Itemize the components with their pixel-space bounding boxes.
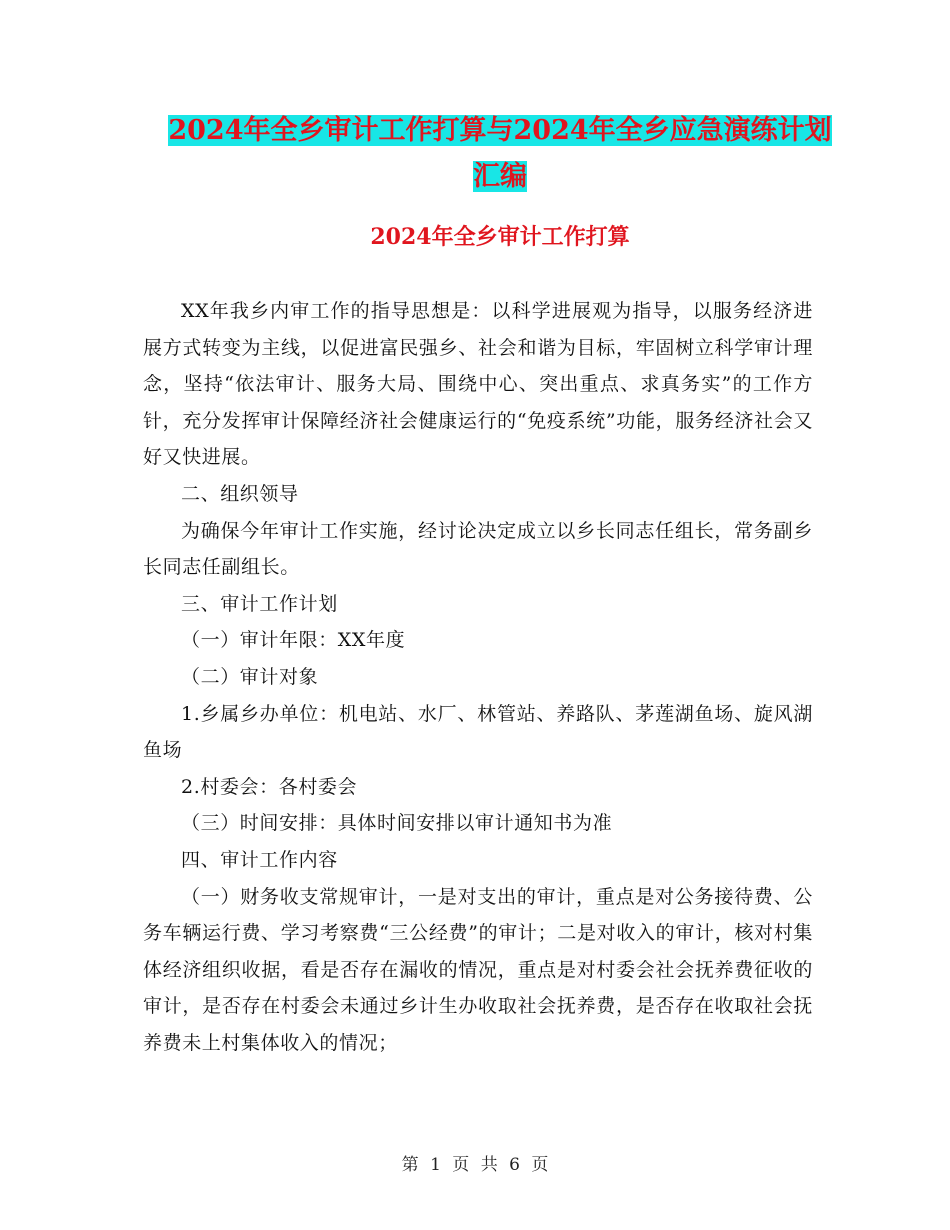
list-item: （一）审计年限：XX年度	[181, 629, 406, 652]
section-title: 2024年全乡审计工作打算	[370, 224, 630, 250]
list-item: 2.村委会：各村委会	[181, 775, 358, 798]
heading-audit-plan: 三、审计工作计划	[181, 592, 338, 615]
document-title	[140, 108, 860, 200]
heading-audit-content: 四、审计工作内容	[181, 848, 338, 871]
paragraph: XX年我乡内审工作的指导思想是：以科学进展观为指导，以服务经济进展方式转变为主线，以促进富民强乡、社会和谐为目标，牢固树立科学审计理念，坚持“依法审计、服务大局、围绕中心、突出重点、求真务实”的工作方针，充分发挥审计保障经济社会健康运行的“免疫系统”功能，服务经济社会又好又快进展。	[143, 300, 813, 469]
list-item: 1.乡属乡办单位：机电站、水厂、林管站、养路队、茅莲湖鱼场、旋风湖鱼场	[143, 702, 813, 762]
page-number-footer: 第 1 页 共 6 页	[401, 1155, 549, 1175]
document-body	[143, 293, 813, 1061]
heading-organization: 二、组织领导	[181, 482, 299, 505]
paragraph: （一）财务收支常规审计，一是对支出的审计，重点是对公务接待费、公务车辆运行费、学习考察费“三公经费”的审计；二是对收入的审计，核对村集体经济组织收据，看是否存在漏收的情况，重点是对村委会社会抚养费征收的审计，是否存在村委会未通过乡计生办收取社会抚养费，是否存在收取社会抚养费未上村集体收入的情况；	[143, 885, 813, 1054]
document-title-line-1: 2024年全乡审计工作打算与2024年全乡应急演练计划	[168, 115, 832, 146]
document-title-line-2: 汇编	[473, 161, 527, 192]
list-item: （三）时间安排：具体时间安排以审计通知书为准	[181, 812, 613, 835]
list-item: （二）审计对象	[181, 665, 319, 688]
paragraph: 为确保今年审计工作实施，经讨论决定成立以乡长同志任组长，常务副乡长同志任副组长。	[143, 519, 813, 579]
